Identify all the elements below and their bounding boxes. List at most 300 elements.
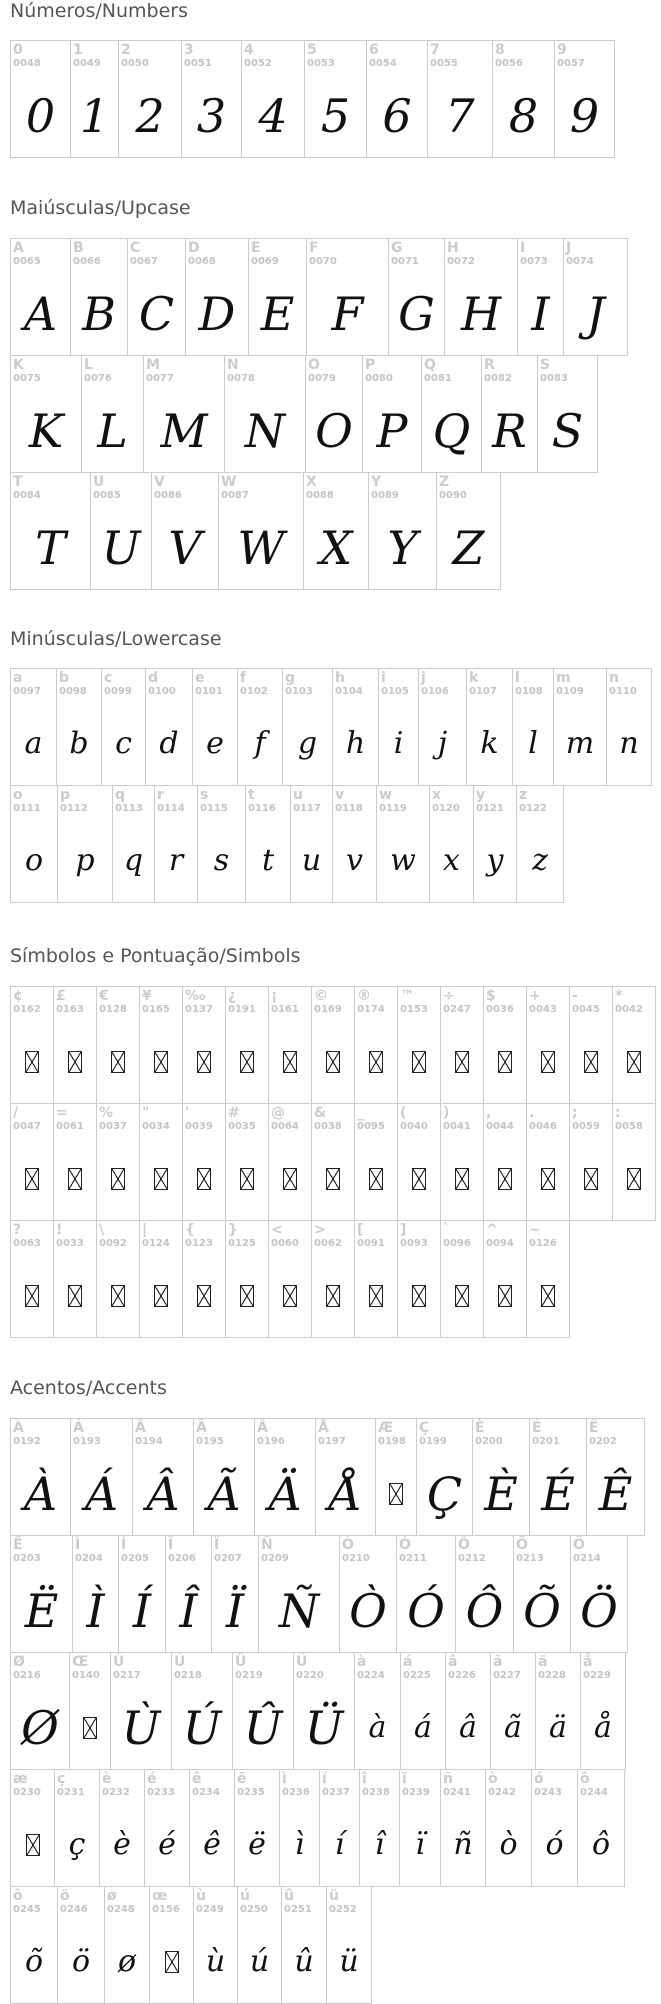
- glyph-code: 0081: [424, 373, 452, 384]
- glyph-sample: Ñ: [278, 1584, 320, 1638]
- glyph-label: a: [13, 670, 23, 686]
- glyph-cell: [339, 1535, 397, 1653]
- glyph-label: ã: [493, 1654, 503, 1670]
- glyph-cell: [586, 1418, 645, 1536]
- glyph-label: @: [271, 1105, 285, 1121]
- glyph-label: É: [532, 1420, 542, 1436]
- glyph-code: 0248: [107, 1904, 135, 1915]
- missing-glyph-icon: [97, 1138, 139, 1220]
- missing-glyph-icon: [70, 1687, 110, 1769]
- glyph-cell: [569, 986, 613, 1104]
- glyph-sample: ö: [71, 1944, 91, 1979]
- glyph-code: 0243: [534, 1787, 562, 1798]
- glyph-code: 0238: [362, 1787, 390, 1798]
- glyph-code: 0055: [430, 58, 458, 69]
- glyph-cell: [132, 1418, 194, 1536]
- glyph-sample: 9: [569, 89, 600, 143]
- glyph-cell: [241, 40, 305, 158]
- glyph-sample: É: [541, 1467, 575, 1521]
- glyph-cell: [165, 1535, 212, 1653]
- glyph-label: d: [148, 670, 159, 686]
- glyph-label: u: [293, 787, 303, 803]
- glyph-cell: [304, 40, 367, 158]
- glyph-sample: ø: [117, 1944, 137, 1979]
- glyph-cell: [279, 1769, 320, 1887]
- glyph-label: ": [142, 1105, 150, 1121]
- glyph-sample: ã: [504, 1710, 522, 1745]
- glyph-cell: [10, 1220, 54, 1338]
- glyph-sample: z: [532, 843, 548, 878]
- glyph-code: 0037: [99, 1121, 127, 1132]
- glyph-code: 0042: [615, 1004, 643, 1015]
- glyph-code: 0090: [439, 490, 467, 501]
- glyph-code: 0111: [13, 803, 41, 814]
- glyph-label: b: [59, 670, 70, 686]
- glyph-label: ÷: [443, 988, 455, 1004]
- glyph-label: Ñ: [261, 1537, 273, 1553]
- glyph-code: 0071: [391, 256, 419, 267]
- glyph-sample: 6: [382, 89, 412, 143]
- glyph-sample: n: [619, 726, 639, 761]
- glyph-sample: 1: [79, 89, 110, 143]
- glyph-label: U: [93, 474, 105, 490]
- glyph-cell: [139, 1103, 183, 1221]
- glyph-code: 0074: [566, 256, 594, 267]
- glyph-label: È: [475, 1420, 485, 1436]
- glyph-cell: [354, 1103, 398, 1221]
- glyph-label: {: [185, 1222, 195, 1238]
- glyph-cell: [513, 1535, 571, 1653]
- glyph-cell: [225, 986, 269, 1104]
- glyph-code: 0120: [432, 803, 460, 814]
- glyph-sample: Ë: [24, 1584, 59, 1638]
- glyph-code: 0059: [572, 1121, 600, 1132]
- glyph-code: 0104: [335, 686, 363, 697]
- glyph-label: `: [443, 1222, 450, 1238]
- glyph-code: 0246: [60, 1904, 88, 1915]
- glyph-cell: [399, 1769, 441, 1887]
- glyph-label: Ù: [113, 1654, 125, 1670]
- glyph-code: 0117: [293, 803, 321, 814]
- glyph-cell: [332, 668, 379, 786]
- glyph-label: K: [13, 357, 24, 373]
- glyph-cell: [397, 986, 441, 1104]
- glyph-label: m: [556, 670, 571, 686]
- glyph-label: p: [60, 787, 71, 803]
- glyph-label: 9: [557, 42, 567, 58]
- glyph-label: ?: [13, 1222, 22, 1238]
- glyph-cell: [10, 238, 71, 356]
- glyph-sample: s: [213, 843, 230, 878]
- missing-glyph-icon: [570, 1138, 612, 1220]
- glyph-code: 0202: [589, 1436, 617, 1447]
- glyph-sample: B: [82, 287, 116, 341]
- glyph-code: 0128: [99, 1004, 127, 1015]
- glyph-label: E: [251, 240, 261, 256]
- glyph-sample: 4: [258, 89, 288, 143]
- glyph-sample: K: [28, 404, 64, 458]
- glyph-code: 0094: [486, 1238, 514, 1249]
- glyph-sample: Å: [328, 1467, 363, 1521]
- glyph-sample: Í: [132, 1584, 152, 1638]
- glyph-label: Ò: [342, 1537, 354, 1553]
- glyph-cell: [319, 1769, 360, 1887]
- glyph-code: 0122: [519, 803, 547, 814]
- glyph-cell: [127, 238, 186, 356]
- glyph-code: 0211: [399, 1553, 427, 1564]
- glyph-sample: Ã: [207, 1467, 241, 1521]
- glyph-cell: [537, 355, 598, 473]
- glyph-cell: [90, 472, 152, 590]
- glyph-cell: [70, 40, 119, 158]
- missing-glyph-icon: [312, 1138, 354, 1220]
- glyph-cell: [293, 1652, 355, 1770]
- glyph-label: ¢: [13, 988, 23, 1004]
- glyph-sample: Î: [179, 1584, 198, 1638]
- glyph-label: €: [99, 988, 109, 1004]
- glyph-label: Œ: [72, 1654, 89, 1670]
- glyph-cell: [416, 1418, 473, 1536]
- glyph-cell: [101, 668, 146, 786]
- glyph-code: 0162: [13, 1004, 41, 1015]
- glyph-code: 0040: [400, 1121, 428, 1132]
- glyph-cell: [151, 472, 219, 590]
- glyph-sample: ó: [545, 1827, 564, 1862]
- glyph-cell: [388, 238, 445, 356]
- glyph-sample: x: [443, 843, 460, 878]
- glyph-sample: ü: [339, 1944, 359, 1979]
- glyph-cell: [181, 40, 242, 158]
- glyph-sample: v: [346, 843, 363, 878]
- glyph-code: 0198: [378, 1436, 406, 1447]
- glyph-code: 0204: [75, 1553, 103, 1564]
- glyph-sample: õ: [24, 1944, 44, 1979]
- glyph-code: 0088: [306, 490, 334, 501]
- glyph-code: 0050: [121, 58, 149, 69]
- glyph-label: Ö: [573, 1537, 585, 1553]
- glyph-cell: [144, 1769, 190, 1887]
- glyph-code: 0153: [400, 1004, 428, 1015]
- glyph-cell: [143, 355, 225, 473]
- glyph-sample: E: [260, 287, 295, 341]
- glyph-label: R: [484, 357, 495, 373]
- glyph-label: ]: [400, 1222, 407, 1238]
- glyph-code: 0102: [240, 686, 268, 697]
- glyph-cell: [193, 1886, 238, 2004]
- glyph-label: y: [476, 787, 486, 803]
- glyph-label: w: [379, 787, 392, 803]
- missing-glyph-icon: [269, 1255, 311, 1337]
- missing-glyph-icon: [54, 1138, 96, 1220]
- glyph-code: 0192: [13, 1436, 41, 1447]
- glyph-cell: [10, 1418, 71, 1536]
- glyph-label: Z: [439, 474, 450, 490]
- glyph-code: 0245: [13, 1904, 41, 1915]
- missing-glyph-icon: [97, 1255, 139, 1337]
- glyph-cell: [112, 785, 155, 903]
- glyph-code: 0061: [56, 1121, 84, 1132]
- glyph-cell: [54, 1769, 100, 1887]
- glyph-label: k: [469, 670, 479, 686]
- glyph-sample: å: [594, 1710, 612, 1745]
- glyph-code: 0226: [448, 1670, 476, 1681]
- glyph-cell: [182, 1103, 226, 1221]
- glyph-label: D: [188, 240, 200, 256]
- glyph-cell: [268, 1220, 312, 1338]
- glyph-sample: á: [414, 1710, 432, 1745]
- glyph-label: G: [391, 240, 403, 256]
- glyph-cell: [139, 1220, 183, 1338]
- glyph-cell: [569, 1103, 613, 1221]
- glyph-code: 0073: [520, 256, 548, 267]
- glyph-code: 0049: [73, 58, 101, 69]
- glyph-sample: Á: [84, 1467, 119, 1521]
- glyph-sample: Ï: [225, 1584, 245, 1638]
- glyph-label: ç: [57, 1771, 66, 1787]
- glyph-label: ê: [192, 1771, 202, 1787]
- glyph-sample: â: [459, 1710, 477, 1745]
- missing-glyph-icon: [140, 1138, 182, 1220]
- glyph-code: 0205: [121, 1553, 149, 1564]
- glyph-label: L: [84, 357, 93, 373]
- glyph-code: 0083: [540, 373, 568, 384]
- glyph-cell: [362, 355, 422, 473]
- glyph-label: ò: [488, 1771, 498, 1787]
- glyph-cell: [311, 1220, 355, 1338]
- glyph-code: 0085: [93, 490, 121, 501]
- glyph-sample: Ö: [580, 1584, 618, 1638]
- glyph-cell: [378, 668, 419, 786]
- glyph-sample: T: [35, 521, 66, 575]
- glyph-sample: u: [301, 843, 322, 878]
- missing-glyph-icon: [527, 1021, 569, 1103]
- glyph-label: æ: [13, 1771, 28, 1787]
- missing-glyph-icon: [11, 1804, 54, 1886]
- glyph-sample: 0: [25, 89, 56, 143]
- glyph-cell: [400, 1652, 446, 1770]
- glyph-cell: [580, 1652, 626, 1770]
- glyph-code: 0107: [469, 686, 497, 697]
- glyph-label: j: [421, 670, 426, 686]
- glyph-code: 0044: [486, 1121, 514, 1132]
- glyph-code: 0212: [458, 1553, 486, 1564]
- glyph-code: 0197: [318, 1436, 346, 1447]
- glyph-cell: [553, 668, 607, 786]
- glyph-code: 0252: [329, 1904, 357, 1915]
- glyph-cell: [10, 668, 57, 786]
- glyph-code: 0041: [443, 1121, 471, 1132]
- glyph-sample: W: [237, 521, 285, 575]
- glyph-cell: [96, 986, 140, 1104]
- glyph-label: e: [195, 670, 205, 686]
- glyph-sample: ä: [549, 1710, 567, 1745]
- section-title: Números/Numbers: [10, 0, 188, 22]
- glyph-label: £: [56, 988, 66, 1004]
- glyph-code: 0140: [72, 1670, 100, 1681]
- glyph-code: 0087: [221, 490, 249, 501]
- glyph-cell: [481, 355, 538, 473]
- glyph-code: 0199: [419, 1436, 447, 1447]
- glyph-cell: [171, 1652, 233, 1770]
- glyph-code: 0097: [13, 686, 41, 697]
- glyph-label: }: [228, 1222, 238, 1238]
- glyph-cell: [311, 1103, 355, 1221]
- missing-glyph-icon: [312, 1255, 354, 1337]
- missing-glyph-icon: [54, 1021, 96, 1103]
- glyph-code: 0099: [104, 686, 132, 697]
- glyph-code: 0092: [99, 1238, 127, 1249]
- glyph-cell: [10, 1886, 58, 2004]
- glyph-cell: [154, 785, 198, 903]
- glyph-code: 0229: [583, 1670, 611, 1681]
- glyph-cell: [421, 355, 482, 473]
- glyph-sample: d: [159, 726, 179, 761]
- glyph-code: 0105: [381, 686, 409, 697]
- glyph-label: _: [357, 1105, 364, 1121]
- glyph-code: 0194: [135, 1436, 163, 1447]
- glyph-cell: [397, 1103, 441, 1221]
- glyph-label: B: [73, 240, 84, 256]
- glyph-code: 0241: [443, 1787, 471, 1798]
- glyph-label: Ì: [75, 1537, 81, 1553]
- glyph-label: n: [609, 670, 619, 686]
- glyph-cell: [96, 1103, 140, 1221]
- missing-glyph-icon: [484, 1255, 526, 1337]
- glyph-code: 0169: [314, 1004, 342, 1015]
- glyph-code: 0112: [60, 803, 88, 814]
- glyph-sample: t: [261, 843, 275, 878]
- glyph-label: À: [13, 1420, 24, 1436]
- glyph-label: 8: [495, 42, 505, 58]
- glyph-label: Ë: [13, 1537, 23, 1553]
- glyph-code: 0054: [369, 58, 397, 69]
- glyph-label: 5: [307, 42, 317, 58]
- glyph-cell: [445, 1652, 491, 1770]
- glyph-label: ,: [486, 1105, 492, 1121]
- glyph-code: 0034: [142, 1121, 170, 1132]
- glyph-label: ¡: [271, 988, 278, 1004]
- glyph-cell: [526, 1220, 570, 1338]
- glyph-cell: [529, 1418, 587, 1536]
- glyph-label: ö: [60, 1888, 70, 1904]
- glyph-sample: X: [319, 521, 353, 575]
- glyph-code: 0053: [307, 58, 335, 69]
- glyph-code: 0214: [573, 1553, 601, 1564]
- glyph-label: ¿: [228, 988, 237, 1004]
- glyph-label: c: [104, 670, 113, 686]
- glyph-code: 0036: [486, 1004, 514, 1015]
- glyph-cell: [70, 1418, 133, 1536]
- glyph-cell: [57, 1886, 105, 2004]
- glyph-label: =: [56, 1105, 68, 1121]
- glyph-cell: [305, 355, 363, 473]
- glyph-label: Q: [424, 357, 436, 373]
- glyph-label: |: [142, 1222, 148, 1238]
- glyph-code: 0089: [371, 490, 399, 501]
- missing-glyph-icon: [183, 1138, 225, 1220]
- glyph-label: Ä: [257, 1420, 268, 1436]
- glyph-cell: [224, 355, 306, 473]
- glyph-sample: î: [374, 1827, 385, 1862]
- missing-glyph-icon: [484, 1138, 526, 1220]
- missing-glyph-icon: [269, 1021, 311, 1103]
- glyph-cell: [57, 785, 113, 903]
- glyph-code: 0249: [196, 1904, 224, 1915]
- glyph-code: 0035: [228, 1121, 256, 1132]
- glyph-code: 0209: [261, 1553, 289, 1564]
- glyph-label: í: [322, 1771, 327, 1787]
- glyph-cell: [268, 1103, 312, 1221]
- glyph-sample: à: [368, 1710, 387, 1745]
- missing-glyph-icon: [527, 1255, 569, 1337]
- missing-glyph-icon: [183, 1255, 225, 1337]
- glyph-code: 0062: [314, 1238, 342, 1249]
- glyph-code: 0195: [196, 1436, 224, 1447]
- missing-glyph-icon: [269, 1138, 311, 1220]
- glyph-cell: [10, 1769, 55, 1887]
- glyph-code: 0082: [484, 373, 512, 384]
- glyph-cell: [315, 1418, 376, 1536]
- glyph-label: ì: [282, 1771, 287, 1787]
- glyph-cell: [254, 1418, 316, 1536]
- glyph-label: g: [285, 670, 296, 686]
- glyph-cell: [526, 1103, 570, 1221]
- glyph-label: /: [13, 1105, 19, 1121]
- glyph-code: 0072: [447, 256, 475, 267]
- glyph-cell: [10, 785, 58, 903]
- glyph-sample: F: [331, 287, 364, 341]
- glyph-label: O: [308, 357, 320, 373]
- glyph-sample: L: [97, 404, 128, 458]
- glyph-sample: I: [531, 287, 550, 341]
- glyph-code: 0156: [152, 1904, 180, 1915]
- glyph-code: 0251: [284, 1904, 312, 1915]
- glyph-code: 0077: [146, 373, 174, 384]
- glyph-cell: [516, 785, 564, 903]
- glyph-label: M: [146, 357, 160, 373]
- glyph-label: %: [99, 1105, 114, 1121]
- glyph-cell: [332, 785, 377, 903]
- glyph-cell: [10, 1652, 70, 1770]
- glyph-sample: G: [398, 287, 435, 341]
- glyph-cell: [118, 1535, 166, 1653]
- glyph-label: ø: [107, 1888, 117, 1904]
- glyph-sample: C: [138, 287, 175, 341]
- glyph-sample: O: [315, 404, 353, 458]
- missing-glyph-icon: [376, 1453, 416, 1535]
- glyph-cell: [225, 1220, 269, 1338]
- glyph-sample: R: [492, 404, 527, 458]
- glyph-sample: ù: [205, 1944, 226, 1979]
- glyph-sample: w: [390, 843, 416, 878]
- glyph-cell: [145, 668, 193, 786]
- glyph-sample: Ê: [598, 1467, 633, 1521]
- glyph-sample: f: [254, 726, 266, 761]
- glyph-label: ñ: [443, 1771, 453, 1787]
- glyph-cell: [193, 1418, 255, 1536]
- glyph-label: Â: [135, 1420, 146, 1436]
- glyph-cell: [282, 668, 333, 786]
- glyph-label: >: [314, 1222, 326, 1238]
- missing-glyph-icon: [11, 1138, 53, 1220]
- glyph-label: J: [566, 240, 572, 256]
- glyph-cell: [237, 668, 283, 786]
- glyph-label: 7: [430, 42, 440, 58]
- glyph-cell: [440, 986, 484, 1104]
- glyph-cell: [563, 238, 628, 356]
- glyph-cell: [354, 986, 398, 1104]
- glyph-label: ë: [237, 1771, 247, 1787]
